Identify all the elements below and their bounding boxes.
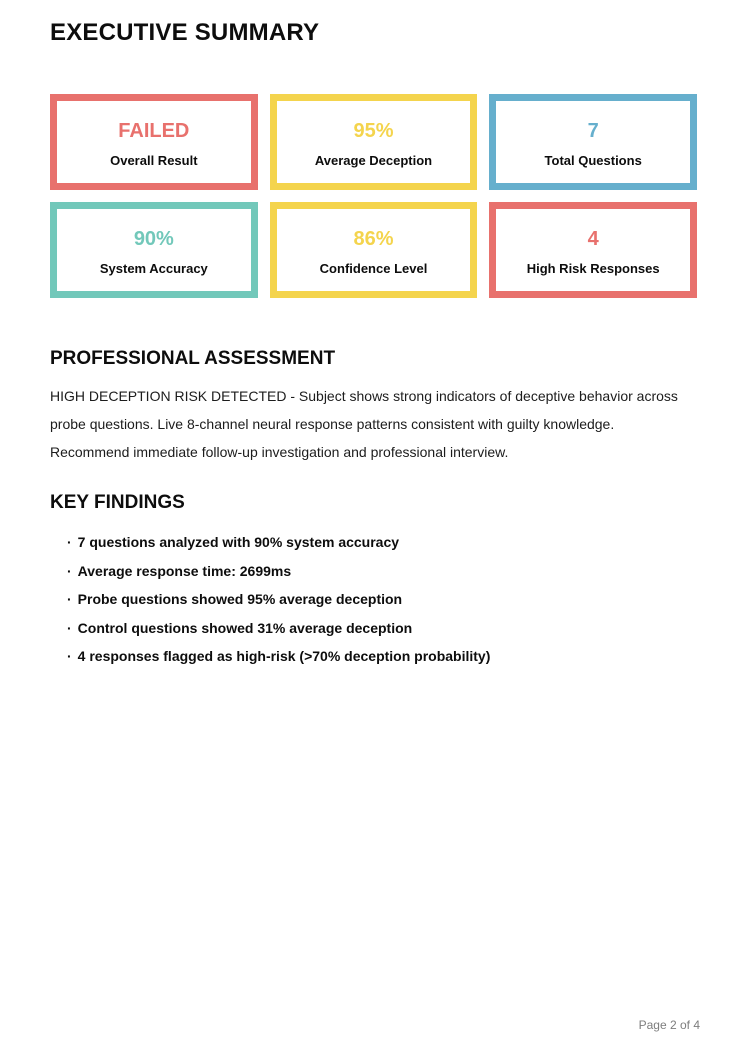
stat-label: Confidence Level xyxy=(319,261,428,276)
stat-value: FAILED xyxy=(118,120,190,142)
stat-value: 95% xyxy=(353,120,394,142)
finding-item xyxy=(67,614,697,643)
stat-label: High Risk Responses xyxy=(526,261,660,276)
bullet-icon: · xyxy=(67,562,72,579)
stat-value: 90% xyxy=(133,228,174,250)
stat-value: 4 xyxy=(587,228,599,250)
bullet-icon: · xyxy=(67,591,72,607)
stat-label: Overall Result xyxy=(110,153,198,168)
stat-card xyxy=(270,94,478,190)
stat-card xyxy=(489,202,697,298)
finding-text: Control questions showed 31% average deception xyxy=(77,619,413,636)
stat-value: 7 xyxy=(587,120,599,142)
finding-text: Probe questions showed 95% average deception xyxy=(77,591,403,607)
stat-label: Total Questions xyxy=(544,153,642,168)
stat-card xyxy=(50,94,258,190)
finding-item xyxy=(67,557,697,586)
stat-label: Average Deception xyxy=(314,153,433,168)
finding-item xyxy=(67,585,697,614)
bullet-icon: · xyxy=(67,648,72,664)
stat-card xyxy=(270,202,478,298)
finding-item xyxy=(67,642,697,671)
page-number: Page 2 of 4 xyxy=(638,1018,700,1032)
stat-value: 86% xyxy=(353,228,394,250)
stat-label: System Accuracy xyxy=(99,261,208,276)
finding-text: 4 responses flagged as high-risk (>70% deception probability) xyxy=(77,648,491,664)
assessment-body: HIGH DECEPTION RISK DETECTED - Subject shows strong indicators of deceptive behavior across probe questions. Live 8-channel neural response patterns consistent with guilty knowledge. Recommend immediate follow-up investigation and professional interview. xyxy=(50,388,678,460)
stat-card-grid xyxy=(50,94,697,298)
findings-list xyxy=(50,528,697,671)
stat-card xyxy=(489,94,697,190)
bullet-icon: · xyxy=(67,534,72,550)
report-page-content xyxy=(0,16,743,671)
page-title: EXECUTIVE SUMMARY xyxy=(50,19,320,46)
findings-heading: KEY FINDINGS xyxy=(50,492,185,513)
stat-card xyxy=(50,202,258,298)
finding-text: 7 questions analyzed with 90% system accuracy xyxy=(77,534,400,550)
bullet-icon: · xyxy=(67,619,72,636)
finding-text: Average response time: 2699ms xyxy=(77,562,292,579)
finding-item xyxy=(67,528,697,557)
assessment-heading: PROFESSIONAL ASSESSMENT xyxy=(50,348,336,369)
